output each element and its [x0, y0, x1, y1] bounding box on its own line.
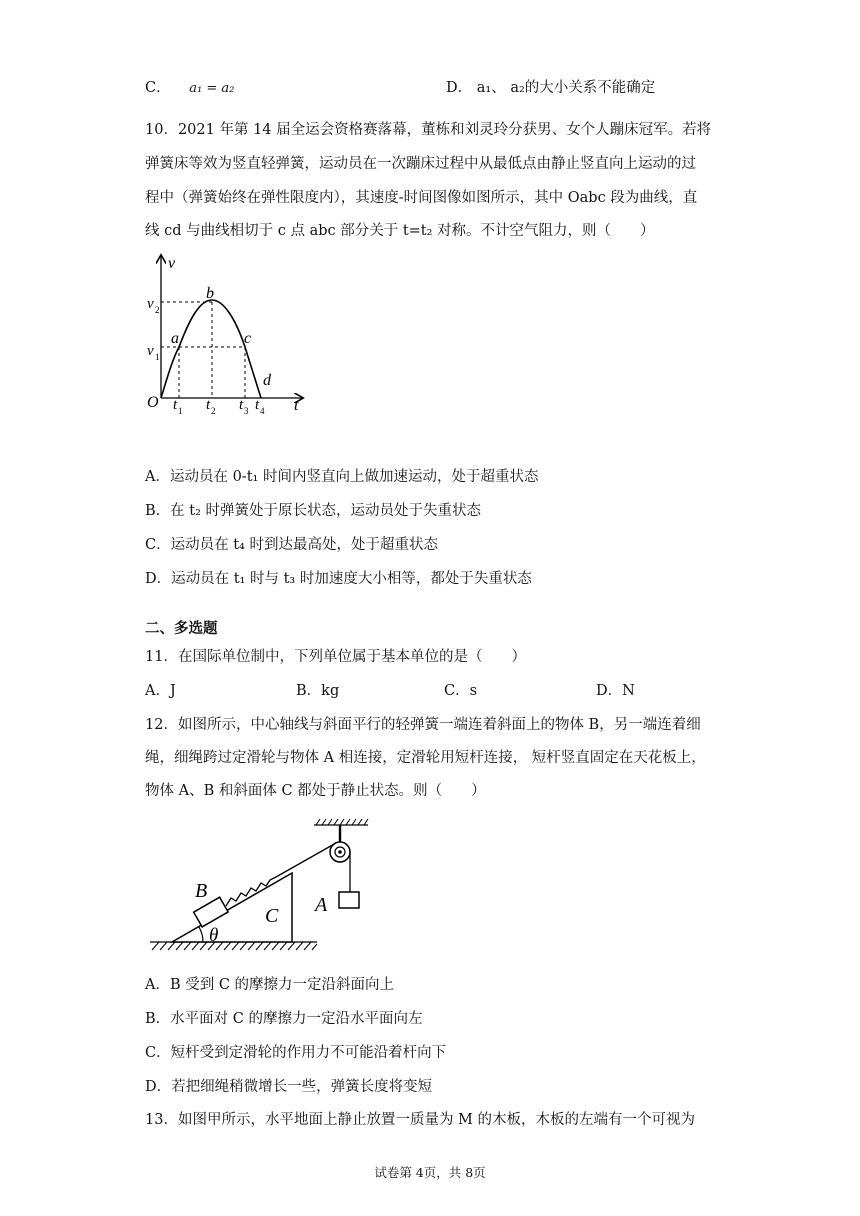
q9-option-d-text: a₁、 a₂的大小关系不能确定 [476, 80, 656, 96]
t3-subscript: 3 [244, 406, 249, 416]
point-d-label: d [263, 372, 271, 389]
q11-option-d: D．N [596, 683, 635, 699]
q11-option-c: C．s [444, 683, 478, 699]
q12-option-a: A．B 受到 C 的摩擦力一定沿斜面向上 [145, 977, 395, 993]
q12-option-d: D．若把细绳稍微增长一些，弹簧长度将变短 [145, 1079, 433, 1095]
label-a: A [315, 894, 328, 916]
q10-stem-line-1: 10．2021 年第 14 届全运会资格赛落幕，董栋和刘灵玲分获男、女个人蹦床冠军。若将 [145, 122, 712, 138]
v1-label: v [147, 343, 154, 359]
q10-option-d: D．运动员在 t₁ 时与 t₃ 时加速度大小相等，都处于失重状态 [145, 571, 532, 587]
t2-label: t [206, 397, 211, 413]
page-footer: 试卷第 4页，共 8页 [374, 1165, 486, 1180]
q12-option-c: C．短杆受到定滑轮的作用力不可能沿着杆向下 [145, 1045, 447, 1061]
pulley-axle [338, 850, 342, 854]
point-b-label: b [206, 285, 214, 302]
t4-label: t [255, 397, 260, 413]
q13-stem-line-1: 13．如图甲所示，水平地面上静止放置一质量为 M 的木板，木板的左端有一个可视为 [145, 1112, 696, 1128]
q10-stem-line-2: 弹簧床等效为竖直轻弹簧，运动员在一次蹦床过程中从最低点由静止竖直向上运动的过 [145, 156, 696, 172]
q11-option-b: B．kg [296, 683, 340, 699]
origin-label: O [147, 394, 159, 411]
section-title-multi-choice: 二、多选题 [145, 620, 218, 637]
q10-option-c: C．运动员在 t₄ 时到达最高处，处于超重状态 [145, 537, 438, 553]
t1-label: t [173, 397, 178, 413]
q12-stem-line-2: 绳，细绳跨过定滑轮与物体 A 相连接，定滑轮用短杆连接， 短杆竖直固定在天花板上， [145, 750, 706, 766]
label-theta: θ [209, 925, 219, 946]
t-axis-label: t [294, 397, 299, 414]
q10-stem-line-4: 线 cd 与曲线相切于 c 点 abc 部分关于 t=t₂ 对称。不计空气阻力，则（ ） [145, 223, 655, 239]
q12-option-b: B．水平面对 C 的摩擦力一定沿水平面向左 [145, 1011, 423, 1027]
block-a [339, 892, 359, 908]
q9-option-d [446, 78, 655, 98]
q9-option-c-label: C． [145, 80, 171, 96]
ceiling-hatch [316, 819, 368, 825]
v-axis-label: v [168, 255, 176, 272]
rope-incline [276, 843, 336, 877]
label-b: B [195, 880, 208, 902]
q10-stem-line-3: 程中（弹簧始终在弹性限度内），其速度-时间图像如图所示，其中 Oabc 段为曲线，直 [145, 190, 698, 206]
q9-option-d-label: D． [446, 80, 473, 96]
q12-stem-line-3: 物体 A、B 和斜面体 C 都处于静止状态。则（ ） [145, 783, 486, 799]
q10-option-b: B．在 t₂ 时弹簧处于原长状态，运动员处于失重状态 [145, 503, 482, 519]
incline-pulley-figure [140, 812, 380, 960]
t2-subscript: 2 [211, 406, 216, 416]
label-c: C [265, 905, 279, 927]
point-c-label: c [244, 330, 252, 347]
t3-label: t [239, 397, 244, 413]
q11-stem: 11．在国际单位制中，下列单位属于基本单位的是（ ） [145, 649, 526, 665]
v1-subscript: 1 [155, 352, 160, 362]
v2-subscript: 2 [155, 305, 160, 315]
ground-hatch [152, 942, 317, 950]
velocity-curve [161, 300, 261, 398]
velocity-time-graph [140, 248, 320, 428]
q9-option-c-formula: a₁ = a₂ [189, 81, 235, 96]
t1-subscript: 1 [178, 406, 183, 416]
q9-option-c [145, 78, 234, 99]
point-a-label: a [171, 330, 179, 347]
q10-option-a: A．运动员在 0-t₁ 时间内竖直向上做加速运动，处于超重状态 [145, 469, 539, 485]
q11-option-a: A．J [145, 683, 176, 699]
t4-subscript: 4 [260, 406, 265, 416]
q12-stem-line-1: 12．如图所示，中心轴线与斜面平行的轻弹簧一端连着斜面上的物体 B，另一端连着细 [145, 717, 701, 733]
v2-label: v [147, 296, 154, 312]
